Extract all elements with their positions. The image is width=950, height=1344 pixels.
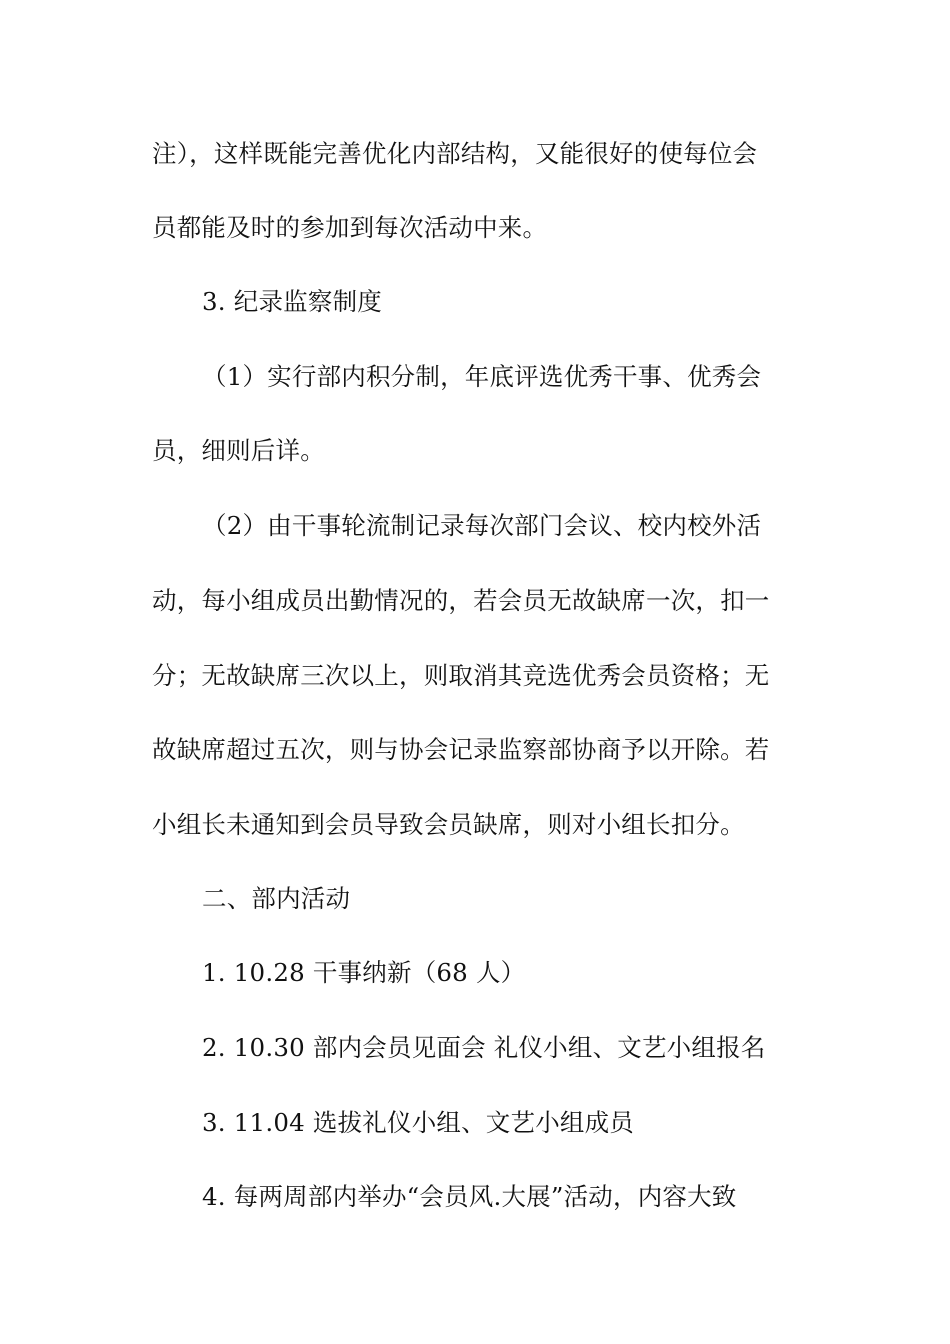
list-item: 1. 10.28 干事纳新（68 人）	[202, 958, 526, 987]
body-text-line: 故缺席超过五次，则与协会记录监察部协商予以开除。若	[152, 735, 770, 764]
body-text-line: 注），这样既能完善优化内部结构，又能很好的使每位会	[152, 139, 758, 168]
body-text-line: 动，每小组成员出勤情况的，若会员无故缺席一次，扣一	[152, 586, 770, 615]
body-text-line: 员都能及时的参加到每次活动中来。	[152, 213, 548, 242]
body-text-line: 分；无故缺席三次以上，则取消其竞选优秀会员资格；无	[152, 661, 770, 690]
list-item: 2. 10.30 部内会员见面会 礼仪小组、文艺小组报名	[202, 1033, 766, 1062]
section-heading: 二、部内活动	[202, 884, 351, 913]
list-item: 3. 11.04 选拔礼仪小组、文艺小组成员	[202, 1108, 634, 1137]
section-heading: 3. 纪录监察制度	[202, 287, 382, 316]
list-item: （1）实行部内积分制，年底评选优秀干事、优秀会	[202, 362, 762, 391]
body-text-line: 小组长未通知到会员导致会员缺席，则对小组长扣分。	[152, 810, 745, 839]
list-item: 4. 每两周部内举办“会员风.大展”活动，内容大致	[202, 1182, 737, 1211]
list-item: （2）由干事轮流制记录每次部门会议、校内校外活	[202, 511, 762, 540]
body-text-line: 员，细则后详。	[152, 436, 325, 465]
